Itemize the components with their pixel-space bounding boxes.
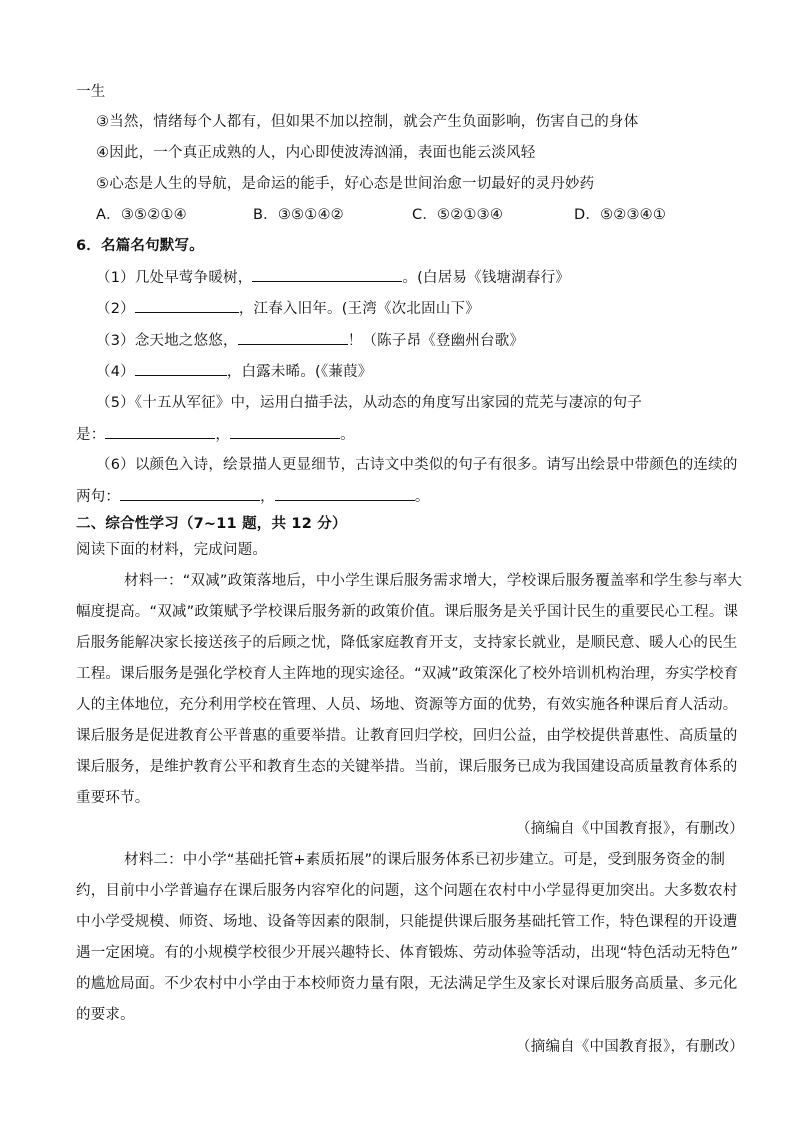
material-1-source: （摘编自《中国教育报》，有删改） <box>516 821 744 837</box>
option-b: B．③⑤①④② <box>253 207 344 223</box>
q6-item-3-source: ！（陈子昂《登幽州台歌》 <box>347 333 525 349</box>
q6-item-2-text: ，江春入旧年。(王湾《次北固山下》 <box>238 301 480 317</box>
material-1-line: 课后服务是促进教育公平普惠的重要举措。让教育回归学校，回归公益，由学校提供普惠性、高质量的 <box>76 728 738 744</box>
sentence-5: ⑤心态是人生的导航，是命运的能手，好心态是世间治愈一切最好的灵丹妙药 <box>96 176 595 192</box>
material-2-line: 约，目前中小学普遍存在课后服务内容窄化的问题，这个问题在农村中小学显得更加突出。大多数农村 <box>76 883 738 899</box>
q6-item-6-answer <box>76 486 430 507</box>
material-1-line: 重要环节。 <box>76 790 150 806</box>
option-d: D．⑤②③④① <box>574 207 667 223</box>
q6-item-6-comma: ， <box>260 489 275 505</box>
q6-item-3 <box>96 330 524 351</box>
q6-item-2-num: （2） <box>96 301 135 317</box>
q6-item-4-blank[interactable] <box>135 361 227 376</box>
prev-continuation: 一生 <box>76 84 106 100</box>
q6-item-5-lead: 是： <box>76 427 106 443</box>
sentence-4: ④因此，一个真正成熟的人，内心即使波涛汹涌，表面也能云淡风轻 <box>96 145 536 161</box>
option-c: C．⑤②①③④ <box>412 207 504 223</box>
q6-item-5-answer <box>76 424 355 445</box>
sentence-3: ③当然，情绪每个人都有，但如果不加以控制，就会产生负面影响，伤害自己的身体 <box>96 114 639 130</box>
q6-item-6-lead: 两句： <box>76 489 121 505</box>
question-6-title: 6．名篇名句默写。 <box>76 238 204 254</box>
answer-options <box>96 205 666 225</box>
q6-item-5-period: 。 <box>340 427 355 443</box>
q6-item-5-blank-1[interactable] <box>105 424 215 439</box>
material-2-line: 的尴尬局面。不少农村中小学由于本校师资力量有限，无法满足学生及家长对课后服务高质量、多元化 <box>76 976 738 992</box>
material-1-line: 材料一：“双减”政策落地后，中小学生课后服务需求增大，学校课后服务覆盖率和学生参与率大 <box>124 573 743 589</box>
q6-item-4 <box>96 361 372 382</box>
q6-item-3-text: （3）念天地之悠悠， <box>96 333 238 349</box>
q6-item-1 <box>96 267 570 288</box>
material-2-line: 的要求。 <box>76 1007 135 1023</box>
material-1-line: 后服务能解决家长接送孩子的后顾之忧，降低家庭教育开支，支持家长就业，是顺民意、暖人心的民生 <box>76 635 738 651</box>
q6-item-6-blank-1[interactable] <box>120 486 260 501</box>
q6-item-3-blank[interactable] <box>238 330 348 345</box>
material-1-line: 课后服务，是维护教育公平和教育生态的关键举措。当前，课后服务已成为我国建设高质量教育体系的 <box>76 759 738 775</box>
q6-item-2 <box>96 298 480 319</box>
section-2-title: 二、综合性学习（7~11 题，共 12 分） <box>76 516 347 532</box>
q6-item-2-blank[interactable] <box>135 298 239 313</box>
q6-item-4-text: ，白露未晞。(《蒹葭》 <box>226 364 373 380</box>
option-a: A．③⑤②①④ <box>96 207 187 223</box>
q6-item-6-period: 。 <box>414 489 430 505</box>
material-2-line: 材料二：中小学“基础托管+素质拓展”的课后服务体系已初步建立。可是，受到服务资金的制 <box>124 852 726 868</box>
material-2-line: 遇一定困境。有的小规模学校很少开展兴趣特长、体育锻炼、劳动体验等活动，出现“特色活动无特色” <box>76 945 739 961</box>
q6-item-1-source: 。(白居易《钱塘湖春行》 <box>402 270 570 286</box>
q6-item-5-prompt: （5）《十五从军征》中，运用白描手法，从动态的角度写出家园的荒芜与凄凉的句子 <box>96 395 643 411</box>
q6-item-5-blank-2[interactable] <box>230 424 340 439</box>
material-2-line: 中小学受规模、师资、场地、设备等因素的限制，只能提供课后服务基础托管工作，特色课程的开设遭 <box>76 914 738 930</box>
material-2-source: （摘编自《中国教育报》，有删改） <box>516 1039 744 1055</box>
material-1-line: 幅度提高。“双减”政策赋予学校课后服务新的政策价值。课后服务是关乎国计民生的重要民心工程。课 <box>76 604 739 620</box>
q6-item-1-text: （1）几处早莺争暖树， <box>96 270 253 286</box>
q6-item-6-prompt: （6）以颜色入诗，绘景描人更显细节，古诗文中类似的句子有很多。请写出绘景中带颜色的连续的 <box>96 457 738 473</box>
material-1-line: 工程。课后服务是强化学校育人主阵地的现实途径。“双减”政策深化了校外培训机构治理，夯实学校育 <box>76 666 739 682</box>
q6-item-5-comma: ， <box>215 427 231 443</box>
section-2-intro: 阅读下面的材料，完成问题。 <box>76 542 268 558</box>
q6-item-1-blank[interactable] <box>252 267 402 282</box>
material-1-line: 人的主体地位，充分利用学校在管理、人员、场地、资源等方面的优势，有效实施各种课后育人活动。 <box>76 697 738 713</box>
q6-item-6-blank-2[interactable] <box>275 486 415 501</box>
q6-item-4-num: （4） <box>96 364 135 380</box>
